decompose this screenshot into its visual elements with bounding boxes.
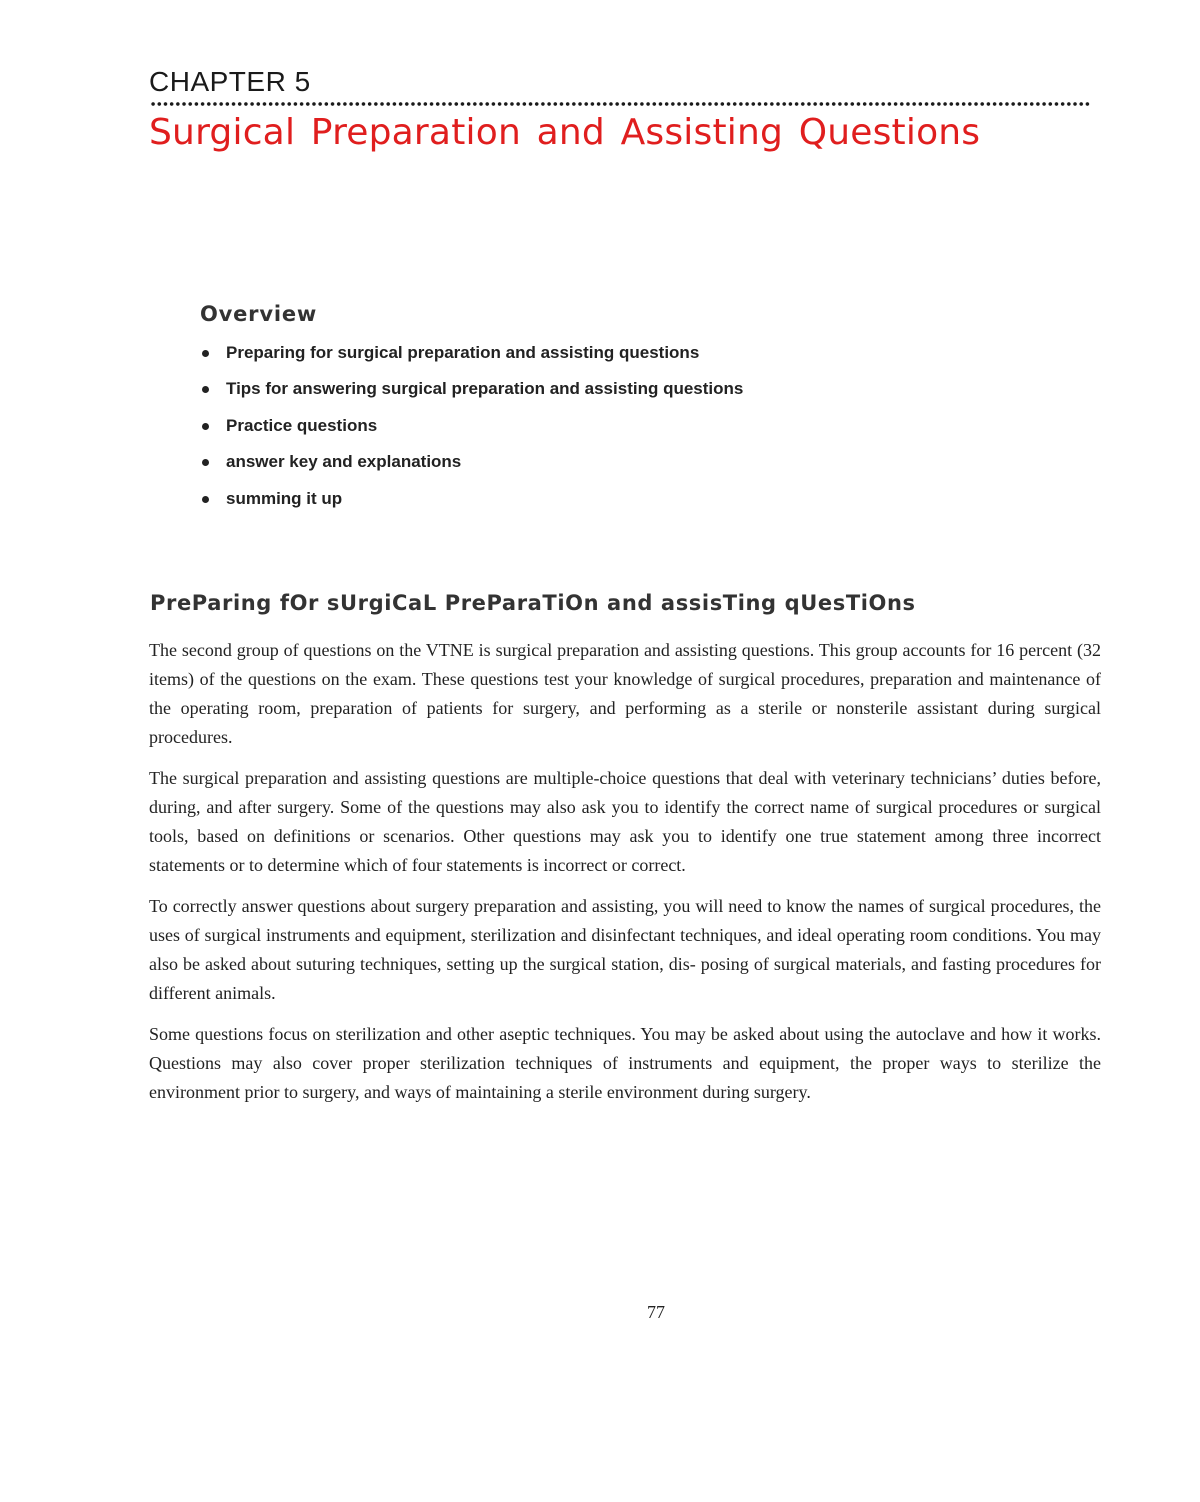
overview-item-label: Tips for answering surgical preparation and assisting questions <box>226 379 744 399</box>
overview-item <box>200 486 743 522</box>
overview-item-label: answer key and explanations <box>226 452 462 472</box>
body-paragraph: The surgical preparation and assisting questions are multiple-choice questions that deal with veterinary technicians’ duties before, during, and after surgery. Some of the questions may also ask you to identify the correct name of surgical procedures or surgical tools, based on definitions or scenarios. Other questions may ask you to identify one true statement among three incorrect statements or to determine which of four statements is incorrect or correct. <box>149 768 1101 875</box>
overview-item <box>200 340 743 376</box>
bullet-icon <box>202 350 209 357</box>
section-heading: PreParing fOr sUrgiCaL PreParaTiOn and assisTing qUesTiOns <box>150 591 916 615</box>
chapter-title: Surgical Preparation and Assisting Questions <box>149 112 981 153</box>
body-paragraph: Some questions focus on sterilization and other aseptic techniques. You may be asked about using the autoclave and how it works. Questions may also cover proper sterilization techniques of instruments and equipment, the proper ways to sterilize the environment prior to surgery, and ways of maintaining a sterile environment during surgery. <box>149 1024 1101 1102</box>
body-paragraph: To correctly answer questions about surgery preparation and assisting, you will need to know the names of surgical procedures, the uses of surgical instruments and equipment, sterilization and disinfectant techniques, and ideal operating room conditions. You may also be asked about suturing techniques, setting up the surgical station, dis- posing of surgical materials, and fasting procedures for different animals. <box>149 896 1101 1003</box>
overview-item-label: Practice questions <box>226 415 378 435</box>
chapter-label: CHAPTER 5 <box>149 66 311 97</box>
overview-item-label: summing it up <box>226 488 343 508</box>
page-number: 77 <box>647 1302 665 1322</box>
bullet-icon <box>202 496 209 503</box>
bullet-icon <box>202 423 209 430</box>
body-paragraph: The second group of questions on the VTNE is surgical preparation and assisting questions. This group accounts for 16 percent (32 items) of the questions on the exam. These questions test your knowledge of surgical procedures, preparation and maintenance of the operating room, preparation of patients for surgery, and performing as a sterile or nonsterile assistant during surgical procedures. <box>149 640 1101 747</box>
bullet-icon <box>202 386 209 393</box>
bullet-icon <box>202 459 209 466</box>
overview-item <box>200 376 743 412</box>
overview-item <box>200 449 743 485</box>
overview-heading: Overview <box>200 302 318 326</box>
dotted-divider <box>150 101 1090 107</box>
overview-item-label: Preparing for surgical preparation and assisting questions <box>226 343 700 362</box>
overview-list <box>200 340 743 522</box>
overview-item <box>200 413 743 449</box>
body-text <box>149 636 1101 1119</box>
